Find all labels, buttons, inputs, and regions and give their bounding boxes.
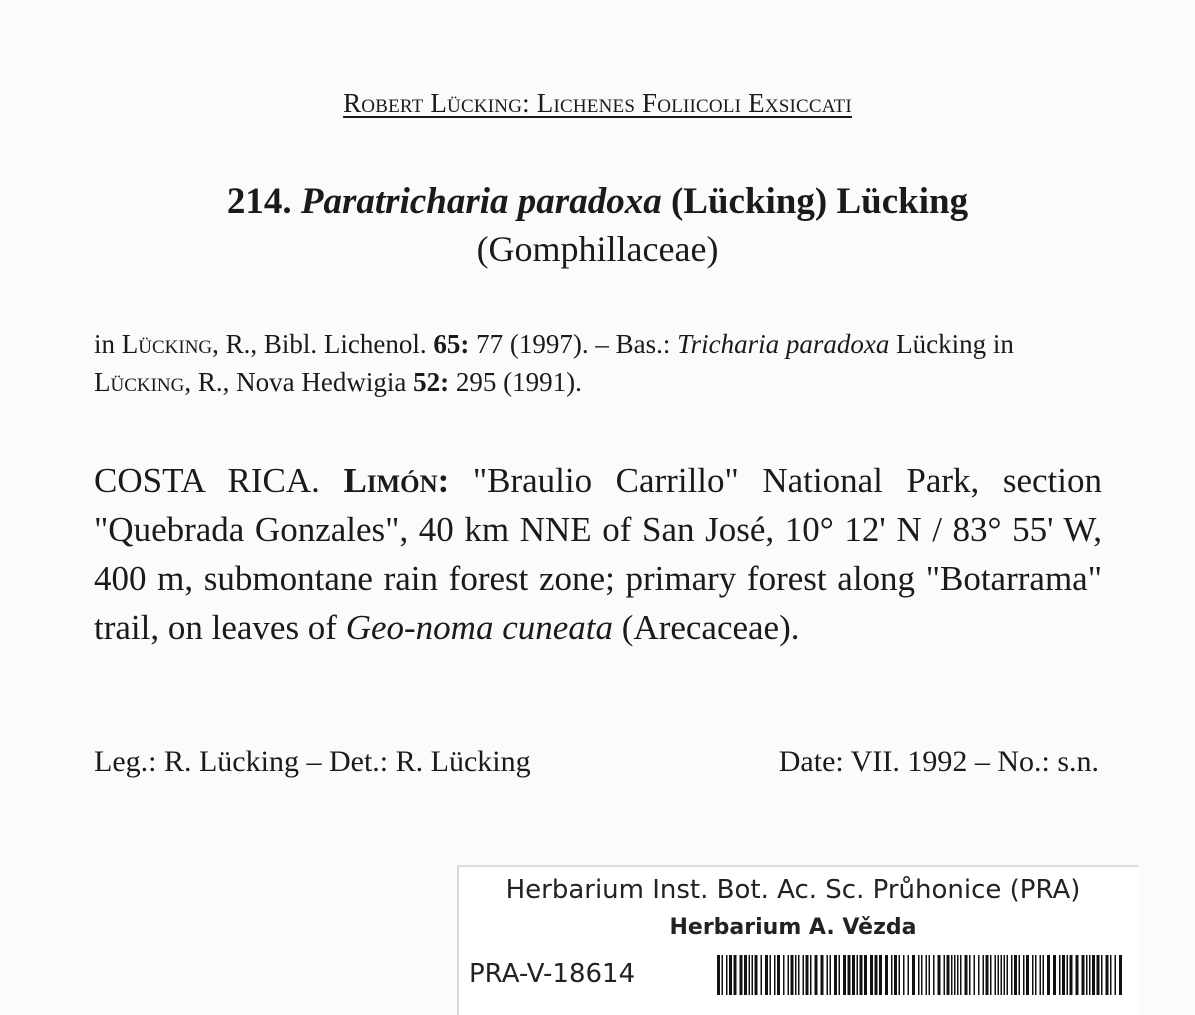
series-title: Robert Lücking: Lichenes Foliicoli Exsiccati xyxy=(343,88,852,118)
herbarium-institution: Herbarium Inst. Bot. Ac. Sc. Průhonice (PRA) xyxy=(505,875,1081,905)
basionym-name: Tricharia paradoxa xyxy=(677,329,890,359)
citation-text: , R., Bibl. Lichenol. xyxy=(212,329,434,359)
citation-text: 77 (1997). – Bas.: xyxy=(469,329,678,359)
barcode-image xyxy=(717,955,1127,995)
citation-author: Lücking xyxy=(94,367,185,397)
citation-author: Lücking xyxy=(121,329,213,359)
nomenclatural-citation xyxy=(94,325,1104,401)
locality-description xyxy=(94,456,1102,652)
locality-text: "Braulio Carrillo" National Park, section "Quebrada Gonzales", 40 km NNE of San José, 10° 12' N / 83° 55' W, 400 m, submontane rain forest zone; primary forest along "Botarrama" trail, on leaves of xyxy=(94,461,1102,647)
taxon-family: (Gomphillaceae) xyxy=(476,229,719,269)
herbarium-sticker xyxy=(457,865,1139,1015)
locality-country: COSTA RICA. xyxy=(94,461,344,500)
exsiccata-number: 214. xyxy=(226,181,292,222)
host-plant-family: (Arecaceae). xyxy=(613,608,800,647)
herbarium-collection: Herbarium A. Vězda xyxy=(669,915,917,940)
citation-text: , R., Nova Hedwigia xyxy=(184,367,414,397)
collector-line: Leg.: R. Lücking – Det.: R. Lücking xyxy=(94,745,531,778)
citation-volume: 65: xyxy=(433,329,470,359)
citation-text: in xyxy=(94,329,122,359)
citation-text: 295 (1991). xyxy=(449,367,582,397)
specimen-code: PRA-V-18614 xyxy=(469,959,636,989)
taxon-name: Paratricharia paradoxa xyxy=(300,181,662,222)
host-plant-name: Geo-noma cuneata xyxy=(345,608,614,647)
taxon-heading xyxy=(0,180,1195,223)
citation-volume: 52: xyxy=(413,367,450,397)
date-line: Date: VII. 1992 – No.: s.n. xyxy=(778,745,1099,778)
taxon-authority: (Lücking) Lücking xyxy=(670,181,969,222)
citation-text: Lücking in xyxy=(889,329,1014,359)
locality-province: Limón: xyxy=(343,461,450,500)
